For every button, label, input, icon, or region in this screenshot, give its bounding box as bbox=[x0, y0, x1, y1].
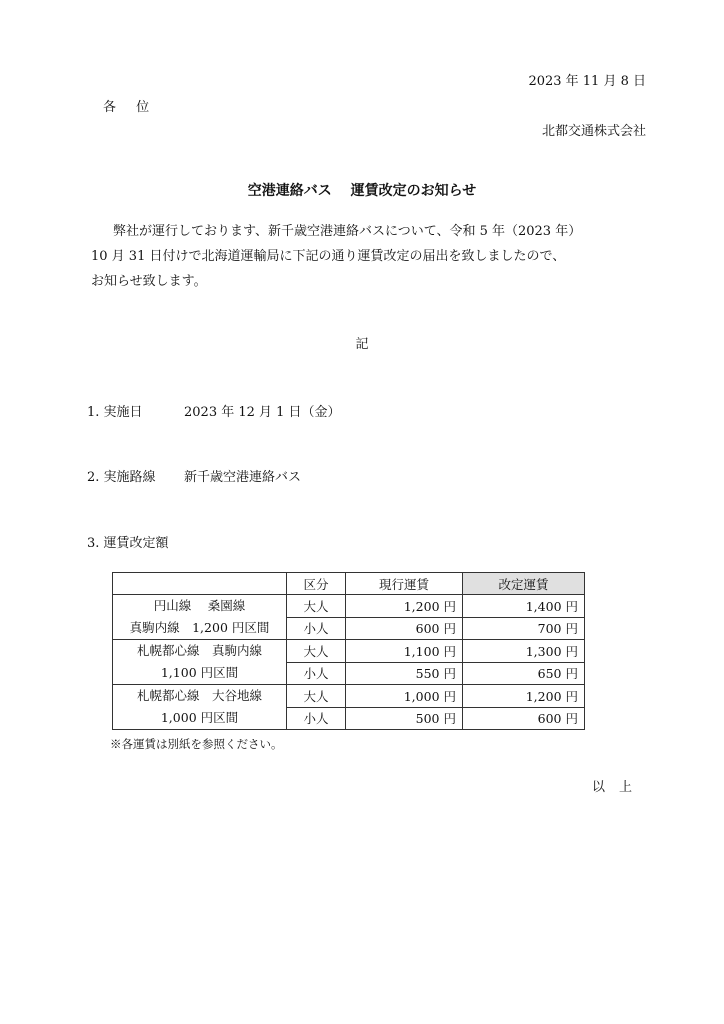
ki-heading: 記 bbox=[355, 337, 369, 352]
document-date: 2023 年 11 月 8 日 bbox=[528, 74, 646, 89]
body-line-2: 10 月 31 日付けで北海道運輸局に下記の通り運賃改定の届出を致しましたので、 bbox=[91, 249, 566, 264]
item-fare-revision bbox=[87, 532, 169, 551]
item-number: 3. 運賃改定額 bbox=[87, 536, 169, 551]
table-header-row bbox=[113, 573, 585, 595]
kubun-cell: 小人 bbox=[287, 617, 346, 640]
route-cell bbox=[113, 595, 287, 640]
route-cell bbox=[113, 685, 287, 730]
route-zone: 真駒内線 1,200 円区間 bbox=[129, 620, 270, 635]
table-row bbox=[113, 595, 585, 618]
kubun-cell: 大人 bbox=[287, 685, 346, 708]
body-line-1: 弊社が運行しております、新千歳空港連絡バスについて、令和 5 年（2023 年） bbox=[113, 224, 582, 239]
revised-fare-cell: 650 円 bbox=[463, 662, 585, 685]
route-cell bbox=[113, 640, 287, 685]
kubun-cell: 大人 bbox=[287, 595, 346, 618]
table-note: ※各運賃は別紙を参照ください。 bbox=[110, 737, 283, 751]
item-value: 2023 年 12 月 1 日（金） bbox=[184, 405, 341, 420]
item-value: 新千歳空港連絡バス bbox=[184, 470, 302, 485]
kubun-cell: 小人 bbox=[287, 662, 346, 685]
kubun-cell: 小人 bbox=[287, 707, 346, 730]
current-fare-cell: 500 円 bbox=[346, 707, 463, 730]
item-implementation-date bbox=[87, 401, 341, 420]
header-revised-fare: 改定運賃 bbox=[463, 573, 585, 595]
kubun-cell: 大人 bbox=[287, 640, 346, 663]
company-name: 北都交通株式会社 bbox=[541, 124, 646, 139]
revised-fare-cell: 700 円 bbox=[463, 617, 585, 640]
addressee: 各 位 bbox=[103, 100, 151, 115]
current-fare-cell: 1,000 円 bbox=[346, 685, 463, 708]
route-name: 札幌都心線 真駒内線 bbox=[136, 643, 262, 658]
current-fare-cell: 1,200 円 bbox=[346, 595, 463, 618]
header-current-fare: 現行運賃 bbox=[346, 573, 463, 595]
item-number: 2. 実施路線 bbox=[87, 470, 156, 485]
item-route bbox=[87, 466, 301, 485]
header-route bbox=[113, 573, 287, 595]
table-row bbox=[113, 685, 585, 708]
route-name: 円山線 桑園線 bbox=[153, 598, 246, 613]
route-name: 札幌都心線 大谷地線 bbox=[136, 688, 262, 703]
fare-table bbox=[112, 572, 585, 730]
current-fare-cell: 600 円 bbox=[346, 617, 463, 640]
revised-fare-cell: 1,300 円 bbox=[463, 640, 585, 663]
current-fare-cell: 550 円 bbox=[346, 662, 463, 685]
table-row bbox=[113, 640, 585, 663]
route-zone: 1,000 円区間 bbox=[160, 710, 239, 725]
document-title: 空港連絡バス 運賃改定のお知らせ bbox=[247, 183, 477, 199]
closing-mark: 以上 bbox=[591, 780, 646, 795]
body-line-3: お知らせ致します。 bbox=[91, 274, 207, 289]
current-fare-cell: 1,100 円 bbox=[346, 640, 463, 663]
item-number: 1. 実施日 bbox=[87, 405, 143, 420]
header-kubun: 区分 bbox=[287, 573, 346, 595]
route-zone: 1,100 円区間 bbox=[160, 665, 239, 680]
revised-fare-cell: 600 円 bbox=[463, 707, 585, 730]
revised-fare-cell: 1,200 円 bbox=[463, 685, 585, 708]
revised-fare-cell: 1,400 円 bbox=[463, 595, 585, 618]
body-text bbox=[91, 219, 651, 294]
